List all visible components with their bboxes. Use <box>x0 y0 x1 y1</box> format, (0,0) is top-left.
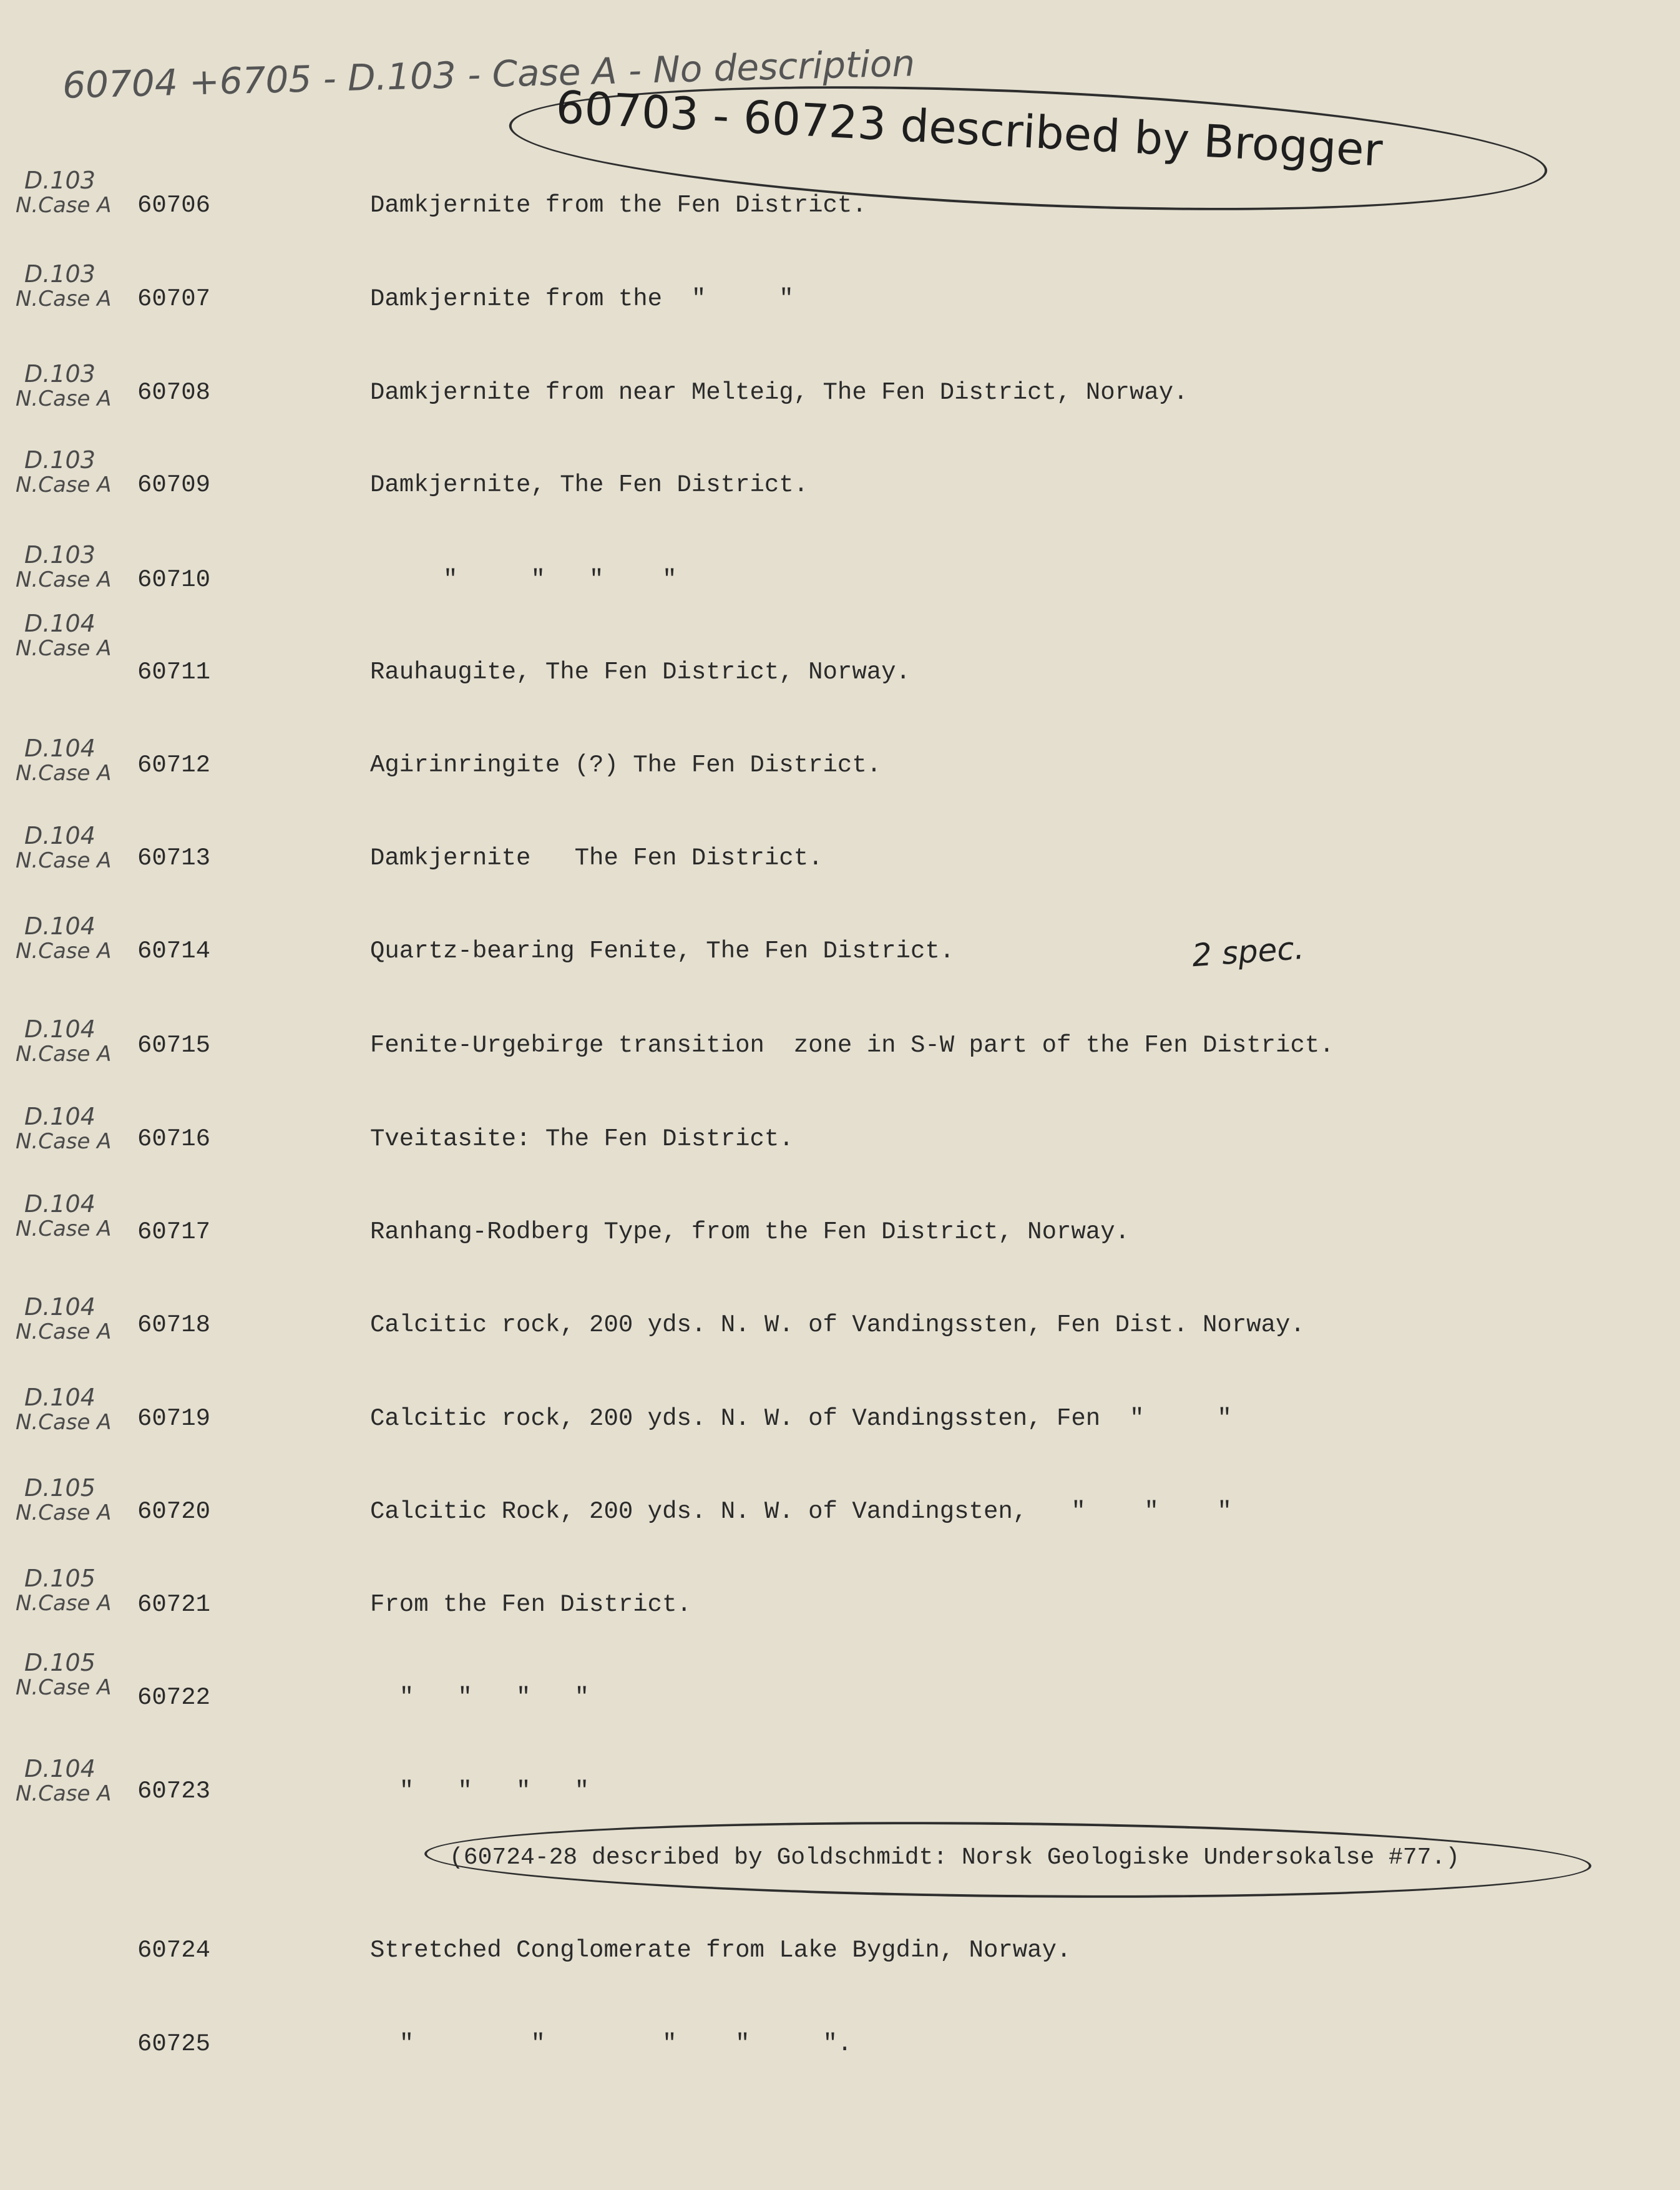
specimen-description: Calcitic Rock, 200 yds. N. W. of Vandingsten, " " " <box>370 1498 1232 1525</box>
catalog-number: 60717 <box>137 1218 211 1246</box>
catalog-mark: D.104 N.Case A <box>16 735 112 786</box>
catalog-mark: D.104 N.Case A <box>16 1190 112 1241</box>
catalog-mark: D.103 N.Case A <box>16 167 112 218</box>
specimen-description: Stretched Conglomerate from Lake Bygdin, Norway. <box>370 1937 1072 1964</box>
catalog-number: 60723 <box>137 1777 211 1805</box>
catalog-number: 60715 <box>137 1032 211 1059</box>
specimen-description: " " " " <box>370 566 677 594</box>
specimen-description: Agirinringite (?) The Fen District. <box>370 751 882 779</box>
catalog-number: 60708 <box>137 379 211 406</box>
catalog-mark: D.104 N.Case A <box>16 1293 112 1344</box>
specimen-description: Calcitic rock, 200 yds. N. W. of Vandingssten, Fen Dist. Norway. <box>370 1311 1305 1339</box>
catalog-number: 60716 <box>137 1125 211 1153</box>
catalog-mark: D.103 N.Case A <box>16 541 112 592</box>
catalog-mark: D.105 N.Case A <box>16 1649 112 1700</box>
specimen-description: Quartz-bearing Fenite, The Fen District. <box>370 937 955 965</box>
specimen-description: Damkjernite, The Fen District. <box>370 471 809 499</box>
catalog-number: 60719 <box>137 1405 211 1432</box>
specimen-description: From the Fen District. <box>370 1591 691 1618</box>
catalog-mark: D.104 N.Case A <box>16 912 112 964</box>
catalog-number: 60711 <box>137 658 211 686</box>
catalog-mark: D.105 N.Case A <box>16 1565 112 1616</box>
catalog-mark: D.103 N.Case A <box>16 446 112 497</box>
catalog-number: 60720 <box>137 1498 211 1525</box>
catalog-mark: D.104 N.Case A <box>16 822 112 873</box>
catalog-mark: D.104 N.Case A <box>16 610 112 661</box>
catalog-mark: D.105 N.Case A <box>16 1474 112 1525</box>
catalog-mark: D.103 N.Case A <box>16 260 112 311</box>
catalog-mark: D.104 N.Case A <box>16 1384 112 1435</box>
catalog-number: 60707 <box>137 285 211 313</box>
catalog-number: 60714 <box>137 937 211 965</box>
catalog-mark: D.104 N.Case A <box>16 1015 112 1067</box>
catalog-mark: D.103 N.Case A <box>16 360 112 411</box>
handwritten-range-note: 60703 - 60723 described by Brogger <box>554 81 1384 177</box>
catalog-number: 60718 <box>137 1311 211 1339</box>
catalog-number: 60709 <box>137 471 211 499</box>
specimen-description: Fenite-Urgebirge transition zone in S-W part of the Fen District. <box>370 1032 1334 1059</box>
catalog-number: 60710 <box>137 566 211 594</box>
catalog-number: 60713 <box>137 844 211 872</box>
catalog-number: 60725 <box>137 2030 211 2058</box>
catalog-mark: D.104 N.Case A <box>16 1755 112 1806</box>
catalog-number: 60706 <box>137 192 211 219</box>
specimen-description: Damkjernite from near Melteig, The Fen District, Norway. <box>370 379 1188 406</box>
catalog-number: 60721 <box>137 1591 211 1618</box>
specimen-description: Ranhang-Rodberg Type, from the Fen District, Norway. <box>370 1218 1130 1246</box>
specimen-description: Damkjernite from the Fen District. <box>370 192 867 219</box>
specimen-description: Tveitasite: The Fen District. <box>370 1125 794 1153</box>
catalog-number: 60722 <box>137 1684 211 1711</box>
handwritten-spec-note: 2 spec. <box>1191 929 1306 974</box>
specimen-description: Calcitic rock, 200 yds. N. W. of Vandingssten, Fen " " <box>370 1405 1232 1432</box>
specimen-description: Rauhaugite, The Fen District, Norway. <box>370 658 911 686</box>
catalog-number: 60712 <box>137 751 211 779</box>
specimen-description: " " " " <box>370 1777 590 1805</box>
catalog-number: 60724 <box>137 1937 211 1964</box>
specimen-description: " " " " ". <box>370 2030 852 2058</box>
handwritten-top-note: 60704 +6705 - D.103 - Case A - No description <box>62 42 916 107</box>
specimen-description: Damkjernite The Fen District. <box>370 844 823 872</box>
specimen-description: Damkjernite from the " " <box>370 285 794 313</box>
catalog-mark: D.104 N.Case A <box>16 1103 112 1154</box>
specimen-description: " " " " <box>370 1684 590 1711</box>
goldschmidt-note: (60724-28 described by Goldschmidt: Norsk Geologiske Undersokalse #77.) <box>449 1844 1460 1871</box>
